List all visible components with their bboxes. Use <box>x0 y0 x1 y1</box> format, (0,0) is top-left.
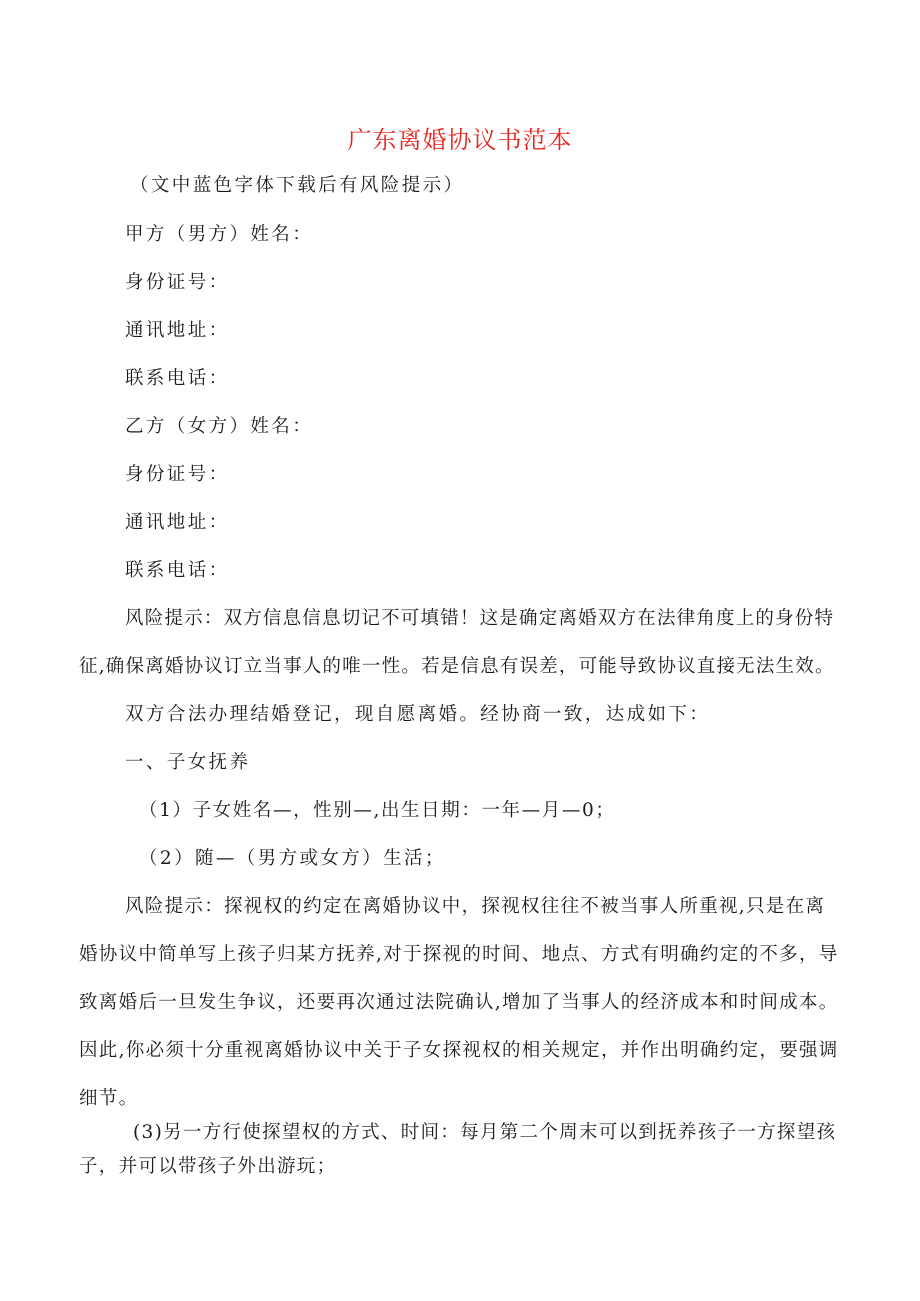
intro-paragraph: 双方合法办理结婚登记，现自愿离婚。经协商一致，达成如下： <box>125 704 711 725</box>
visitation-item-3-line: (3)另一方行使探望权的方式、时间：每月第二个周末可以到抚养孩子一方探望孩 <box>133 1122 837 1143</box>
risk-note-visitation-line: 致离婚后一旦发生争议，还要再次通过法院确认,增加了当事人的经济成本和时间成本。 <box>79 992 839 1013</box>
custody-item-1: （1）子女姓名—，性别—,出生日期：一年—月—0； <box>139 800 616 821</box>
party-b-address-label: 通讯地址： <box>125 512 230 533</box>
risk-note-identity-line: 风险提示：双方信息信息切记不可填错！这是确定离婚双方在法律角度上的身份特 <box>125 608 835 629</box>
custody-item-2: （2）随—（男方或女方）生活； <box>139 848 446 869</box>
risk-note-visitation-line: 细节。 <box>79 1088 139 1109</box>
risk-note-identity <box>79 605 859 701</box>
risk-note-identity-line: 征,确保离婚协议订立当事人的唯一性。若是信息有误差，可能导致协议直接无法生效。 <box>79 656 835 677</box>
document-title: 广东离婚协议书范本 <box>347 126 573 154</box>
party-a-phone-label: 联系电话： <box>125 368 230 389</box>
risk-note-visitation-line: 婚协议中简单写上孩子归某方抚养,对于探视的时间、地点、方式有明确约定的不多，导 <box>79 944 839 965</box>
risk-note-visitation <box>79 893 859 1125</box>
party-b-phone-label: 联系电话： <box>125 560 230 581</box>
download-note: （文中蓝色字体下载后有风险提示） <box>130 175 465 196</box>
party-b-name-label: 乙方（女方）姓名： <box>125 416 314 437</box>
section-heading-child-custody: 一、子女抚养 <box>125 752 251 773</box>
party-a-address-label: 通讯地址： <box>125 320 230 341</box>
party-a-id-label: 身份证号： <box>125 272 230 293</box>
visitation-item-3-line: 子，并可以带孩子外出游玩； <box>79 1156 337 1177</box>
risk-note-visitation-line: 风险提示：探视权的约定在离婚协议中，探视权往往不被当事人所重视,只是在离 <box>125 896 826 917</box>
risk-note-visitation-line: 因此,你必须十分重视离婚协议中关于子女探视权的相关规定，并作出明确约定，要强调 <box>79 1040 839 1061</box>
party-b-id-label: 身份证号： <box>125 464 230 485</box>
party-a-name-label: 甲方（男方）姓名： <box>125 224 314 245</box>
visitation-item-3 <box>79 1119 859 1187</box>
